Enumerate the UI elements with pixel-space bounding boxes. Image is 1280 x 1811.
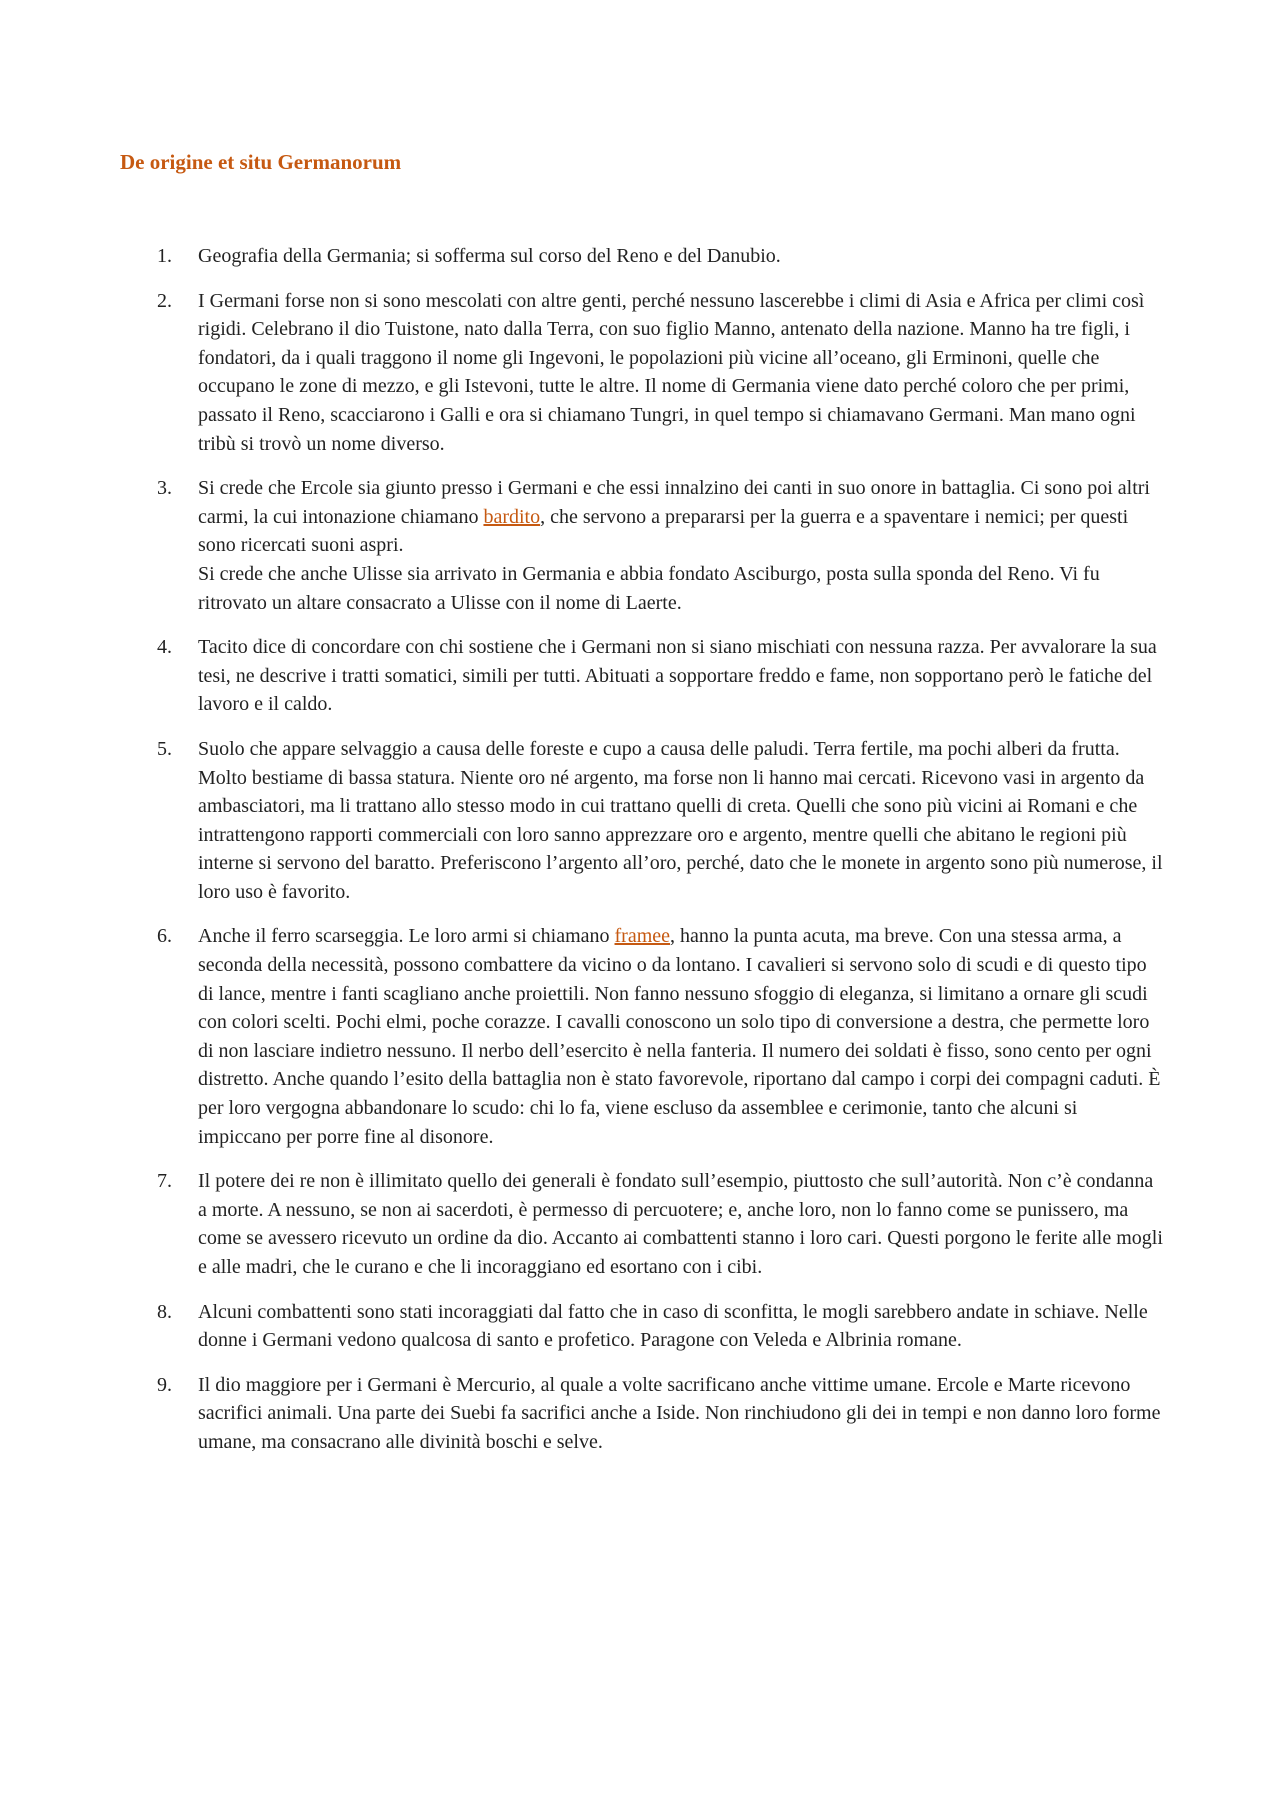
item-text: Tacito dice di concordare con chi sostiene che i Germani non si siano mischiati con nessuna razza. Per avvalorare la sua tesi, ne descrive i tratti somatici, simili per tutti. Abituati a sopportare freddo e fame, non sopportano però le fatiche del lavoro e il caldo. <box>198 636 1157 716</box>
item-number: 2. <box>157 289 172 312</box>
item-text: Alcuni combattenti sono stati incoraggiati dal fatto che in caso di sconfitta, le mogli sarebbero andate in schiave. Nelle donne i Germani vedono qualcosa di santo e profetico. Paragone con Veleda e Albrinia romane. <box>198 1300 1148 1352</box>
item-text: Il potere dei re non è illimitato quello dei generali è fondato sull’esempio, piuttosto che sull’autorità. Non c’è condanna a morte. A nessuno, se non ai sacerdoti, è permesso di percuotere; e, anche loro, non lo fanno come se punissero, ma come se avessero ricevuto un ordine da dio. Accanto ai combattenti stanno i loro cari. Questi porgono le ferite alle mogli e alle madri, che le curano e che li incoraggiano ed esortano con i cibi. <box>198 1170 1163 1278</box>
item-text: Suolo che appare selvaggio a causa delle foreste e cupo a causa delle paludi. Terra fertile, ma pochi alberi da frutta. Molto bestiame di bassa statura. Niente oro né argento, ma forse non li hanno mai cercati. Ricevono vasi in argento da ambasciatori, ma li trattano allo stesso modo in cui trattano quelli di creta. Quelli che sono più vicini ai Romani e che intrattengono rapporti commerciali con loro sanno apprezzare oro e argento, mentre quelli che abitano le regioni più interne si servono del baratto. Preferiscono l’argento all’oro, perché, dato che le monete in argento sono più numerose, il loro uso è favorito. <box>198 737 1163 903</box>
item-number: 9. <box>157 1373 172 1396</box>
item-number: 3. <box>157 477 172 500</box>
item-number: 6. <box>157 925 172 948</box>
item-text: Si crede che Ercole sia giunto presso i Germani e che essi innalzino dei canti in suo onore in battaglia. Ci sono poi altri carmi, la cui intonazione chiamano <box>198 477 1150 528</box>
item-text: Geografia della Germania; si sofferma sul corso del Reno e del Danubio. <box>198 245 781 267</box>
item-text: Il dio maggiore per i Germani è Mercurio, al quale a volte sacrificano anche vittime umane. Ercole e Marte ricevono sacrifici animali. Una parte dei Suebi fa sacrifici anche a Iside. Non rinchiudono gli dei in tempi e non danno loro forme umane, ma consacrano alle divinità boschi e selve. <box>198 1373 1161 1453</box>
list-item <box>120 922 1165 1151</box>
list-item <box>120 735 1165 907</box>
framee-link[interactable]: framee <box>614 925 671 948</box>
list-item <box>120 633 1165 719</box>
list-item <box>120 474 1165 617</box>
list-item <box>120 1371 1165 1457</box>
list-item <box>120 287 1165 459</box>
item-text: Anche il ferro scarseggia. Le loro armi si chiamano <box>198 925 615 948</box>
item-text-second-paragraph: Si crede che anche Ulisse sia arrivato in Germania e abbia fondato Asciburgo, posta sulla sponda del Reno. Vi fu ritrovato un altare consacrato a Ulisse con il nome di Laerte. <box>198 562 1100 614</box>
item-number: 8. <box>157 1300 172 1323</box>
item-text: I Germani forse non si sono mescolati con altre genti, perché nessuno lascerebbe i climi di Asia e Africa per climi così rigidi. Celebrano il dio Tuistone, nato dalla Terra, con suo figlio Manno, antenato della nazione. Manno ha tre figli, i fondatori, da i quali traggono il nome gli Ingevoni, le popolazioni più vicine all’oceano, gli Erminoni, quelle che occupano le zone di mezzo, e gli Istevoni, tutte le altre. Il nome di Germania viene dato perché coloro che per primi, passato il Reno, scacciarono i Galli e ora si chiamano Tungri, in quel tempo si chiamavano Germani. Man mano ogni tribù si trovò un nome diverso. <box>198 289 1145 455</box>
chapter-list <box>120 242 1165 1473</box>
list-item <box>120 1298 1165 1355</box>
item-number: 5. <box>157 737 172 760</box>
item-text-continued: , che servono a prepararsi per la guerra e a spaventare i nemici; per questi sono ricercati suoni aspri. <box>198 505 1129 557</box>
list-item <box>120 1167 1165 1281</box>
bardito-link[interactable]: bardito <box>483 505 541 528</box>
item-text-continued: , hanno la punta acuta, ma breve. Con una stessa arma, a seconda della necessità, possono combattere da vicino o da lontano. I cavalieri si servono solo di scudi e di questo tipo di lance, mentre i fanti scagliano anche proiettili. Non fanno nessuno sfoggio di eleganza, si limitano a ornare gli scudi con colori scelti. Pochi elmi, poche corazze. I cavalli conoscono un solo tipo di conversione a destra, che permette loro di non lasciare indietro nessuno. Il nerbo dell’esercito è nella fanteria. Il numero dei soldati è fisso, sono cento per ogni distretto. Anche quando l’esito della battaglia non è stato favorevole, riportano dal campo i corpi dei compagni caduti. È per loro vergogna abbandonare lo scudo: chi lo fa, viene escluso da assemblee e cerimonie, tanto che alcuni si impiccano per porre fine al disonore. <box>198 925 1161 1148</box>
item-number: 7. <box>157 1170 172 1193</box>
item-number: 4. <box>157 636 172 659</box>
list-item <box>120 242 1165 271</box>
item-number: 1. <box>157 245 172 267</box>
document-title: De origine et situ Germanorum <box>120 150 402 174</box>
